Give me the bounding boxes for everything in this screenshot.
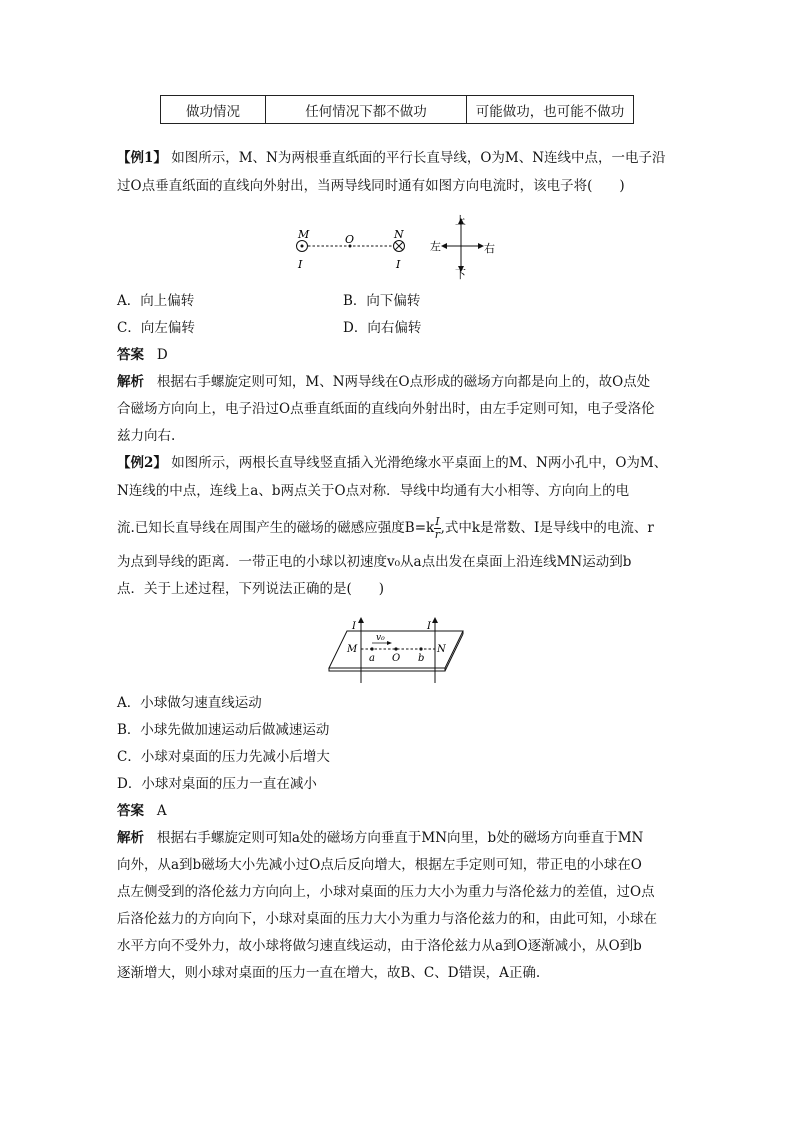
- svg-text:a: a: [369, 653, 375, 664]
- fig1-label-o: O: [345, 233, 355, 246]
- ex1-answer-label: 答案: [117, 347, 144, 363]
- ex2-analysis-line2: 向外，从a到b磁场大小先减小过O点后反向增大，根据左手定则可知，带正电的小球在O: [117, 857, 642, 873]
- ex1-analysis-label: 解析: [117, 374, 144, 390]
- table-cell-col1: 任何情况下都不做功: [266, 96, 467, 124]
- svg-text:N: N: [437, 644, 446, 655]
- svg-text:v₀: v₀: [376, 633, 385, 643]
- svg-text:O: O: [392, 653, 401, 664]
- svg-text:M: M: [347, 644, 358, 655]
- fig1-label-up: 上: [455, 214, 466, 227]
- ex2-analysis-line5: 水平方向不受外力，故小球将做匀速直线运动，由于洛伦兹力从a到O逐渐减小，从O到b: [117, 938, 642, 954]
- ex1-option-a: A．向上偏转: [117, 293, 195, 309]
- ex2-answer: 答案 A: [117, 803, 167, 819]
- ex2-option-b: B．小球先做加速运动后做减速运动: [117, 722, 330, 738]
- fig1-label-i-right: I: [396, 258, 401, 271]
- ex1-text1: 如图所示，M、N为两根垂直纸面的平行长直导线，O为M、N连线中点，一电子沿: [171, 150, 666, 166]
- ex1-option-c: C．向左偏转: [117, 320, 195, 336]
- ex2-tag: 【例2】: [117, 455, 167, 471]
- fig1-label-m: M: [298, 228, 310, 241]
- ex2-option-c: C．小球对桌面的压力先减小后增大: [117, 749, 330, 765]
- ex2-analysis-line4: 后洛伦兹力的方向向下，小球对桌面的压力大小为重力与洛伦兹力的和，由此可知，小球在: [117, 911, 657, 927]
- ex1-answer-value: D: [156, 347, 168, 363]
- ex2-analysis-line6: 逐渐增大，则小球对桌面的压力一直在增大，故B、C、D错误，A正确.: [117, 965, 541, 981]
- ex1-figure: [290, 212, 510, 282]
- svg-text:b: b: [418, 653, 425, 664]
- table-cell-label: 做功情况: [161, 96, 266, 124]
- ex1-option-d: D．向右偏转: [343, 320, 422, 336]
- ex1-option-b: B．向下偏转: [343, 293, 421, 309]
- comparison-table: [160, 95, 634, 124]
- ex2-analysis-line3: 点左侧受到的洛伦兹力方向向上，小球对桌面的压力大小为重力与洛伦兹力的差值，过O点: [117, 884, 655, 900]
- fig1-label-n: N: [394, 228, 404, 241]
- ex1-tag: 【例1】: [117, 150, 167, 166]
- table-row: [161, 96, 634, 124]
- table-cell-col2: 可能做功，也可能不做功: [467, 96, 634, 124]
- fig1-label-i-left: I: [298, 258, 303, 271]
- ex1-line2: 过O点垂直纸面的直线向外射出，当两导线同时通有如图方向电流时，该电子将( ): [117, 178, 625, 194]
- ex1-line1: [117, 148, 666, 168]
- ex2-analysis-line1: 解析 根据右手螺旋定则可知a处的磁场方向垂直于MN向里，b处的磁场方向垂直于MN: [117, 830, 644, 846]
- svg-text:I: I: [352, 621, 356, 632]
- ex2-option-d: D．小球对桌面的压力一直在减小: [117, 776, 317, 792]
- ex2-line3: 流.已知长直导线在周围产生的磁场的磁感应强度B=k $\frac{I}{r}$ ,式中k是常数、I是导线中的电流、r: [117, 515, 654, 541]
- ex2-line5: 点．关于上述过程，下列说法正确的是( ): [117, 581, 385, 597]
- ex2-line2: N连线的中点，连线上a、b两点关于O点对称．导线中均通有大小相等、方向向上的电: [117, 483, 630, 499]
- frac-i-over-r: $\frac{I}{r}$: [434, 515, 441, 541]
- ex2-line4: 为点到导线的距离．一带正电的小球以初速度v₀从a点出发在桌面上沿连线MN运动到b: [117, 554, 632, 570]
- ex1-answer: [117, 345, 168, 365]
- ex2-figure: [325, 613, 465, 688]
- ex1-analysis-line1: 解析 根据右手螺旋定则可知，M、N两导线在O点形成的磁场方向都是向上的，故O点处: [117, 374, 651, 390]
- ex2-option-a: A．小球做匀速直线运动: [117, 695, 262, 711]
- ex1-analysis-line3: 兹力向右.: [117, 428, 176, 444]
- svg-text:I: I: [427, 621, 431, 632]
- ex1-analysis-line2: 合磁场方向向上，电子沿过O点垂直纸面的直线向外射出时，由左手定则可知，电子受洛伦: [117, 401, 655, 417]
- fig1-label-down: 下: [455, 268, 466, 281]
- fig1-label-left: 左: [430, 240, 441, 253]
- ex2-line1: 【例2】 如图所示，两根长直导线竖直插入光滑绝缘水平桌面上的M、N两小孔中，O为M、: [117, 455, 668, 471]
- fig1-label-right: 右: [484, 242, 495, 255]
